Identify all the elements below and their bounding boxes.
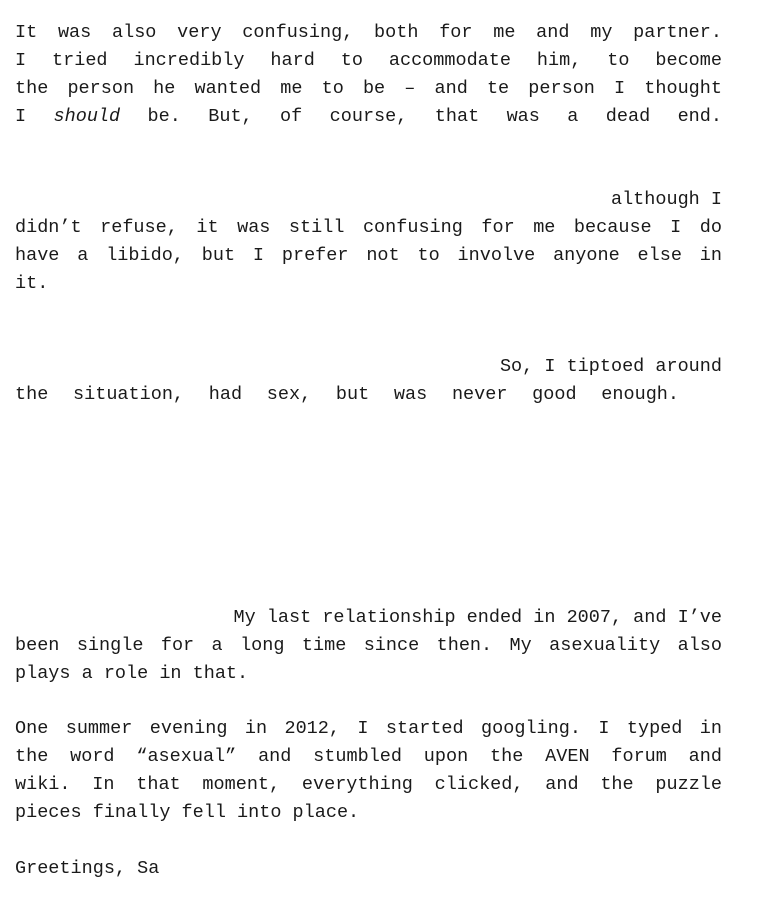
paragraph-5-line-3: wiki. In that moment, everything clicked, and the puzzle xyxy=(15,774,722,795)
paragraph-5-line-2: the word “asexual” and stumbled upon the AVEN forum and xyxy=(15,746,722,767)
paragraph-2-line-4: it. xyxy=(15,273,49,294)
paragraph-3-line-1: So, I tiptoed around xyxy=(499,356,722,377)
paragraph-1-line-1: It was also very confusing, both for me and my partner. xyxy=(15,22,722,43)
paragraph-2-line-1: although I xyxy=(610,189,722,210)
paragraph-4-line-3: plays a role in that. xyxy=(15,663,249,684)
paragraph-1-line-2: I tried incredibly hard to accommodate him, to become xyxy=(15,50,722,71)
paragraph-2-line-2: didn’t refuse, it was still confusing for me because I do xyxy=(15,217,722,238)
paragraph-2-line-3: have a libido, but I prefer not to involve anyone else in xyxy=(15,245,722,266)
paragraph-1-line-4 xyxy=(15,103,722,131)
paragraph-4-line-1: My last relationship ended in 2007, and I’ve xyxy=(233,607,722,628)
paragraph-1-line-4-post: be. But, of course, that was a dead end. xyxy=(120,106,722,127)
paragraph-1-emphasis: should xyxy=(53,106,121,127)
paragraph-5-line-4: pieces finally fell into place. xyxy=(15,802,360,823)
paragraph-5-line-1: One summer evening in 2012, I started googling. I typed in xyxy=(15,718,722,739)
paragraph-4-line-2: been single for a long time since then. My asexuality also xyxy=(15,635,722,656)
sign-off: Greetings, Sa xyxy=(15,858,160,879)
paragraph-3-line-2: the situation, had sex, but was never good enough. xyxy=(15,384,679,405)
paragraph-1-line-4-pre: I xyxy=(15,106,54,127)
paragraph-1-line-3: the person he wanted me to be – and te person I thought xyxy=(15,78,722,99)
